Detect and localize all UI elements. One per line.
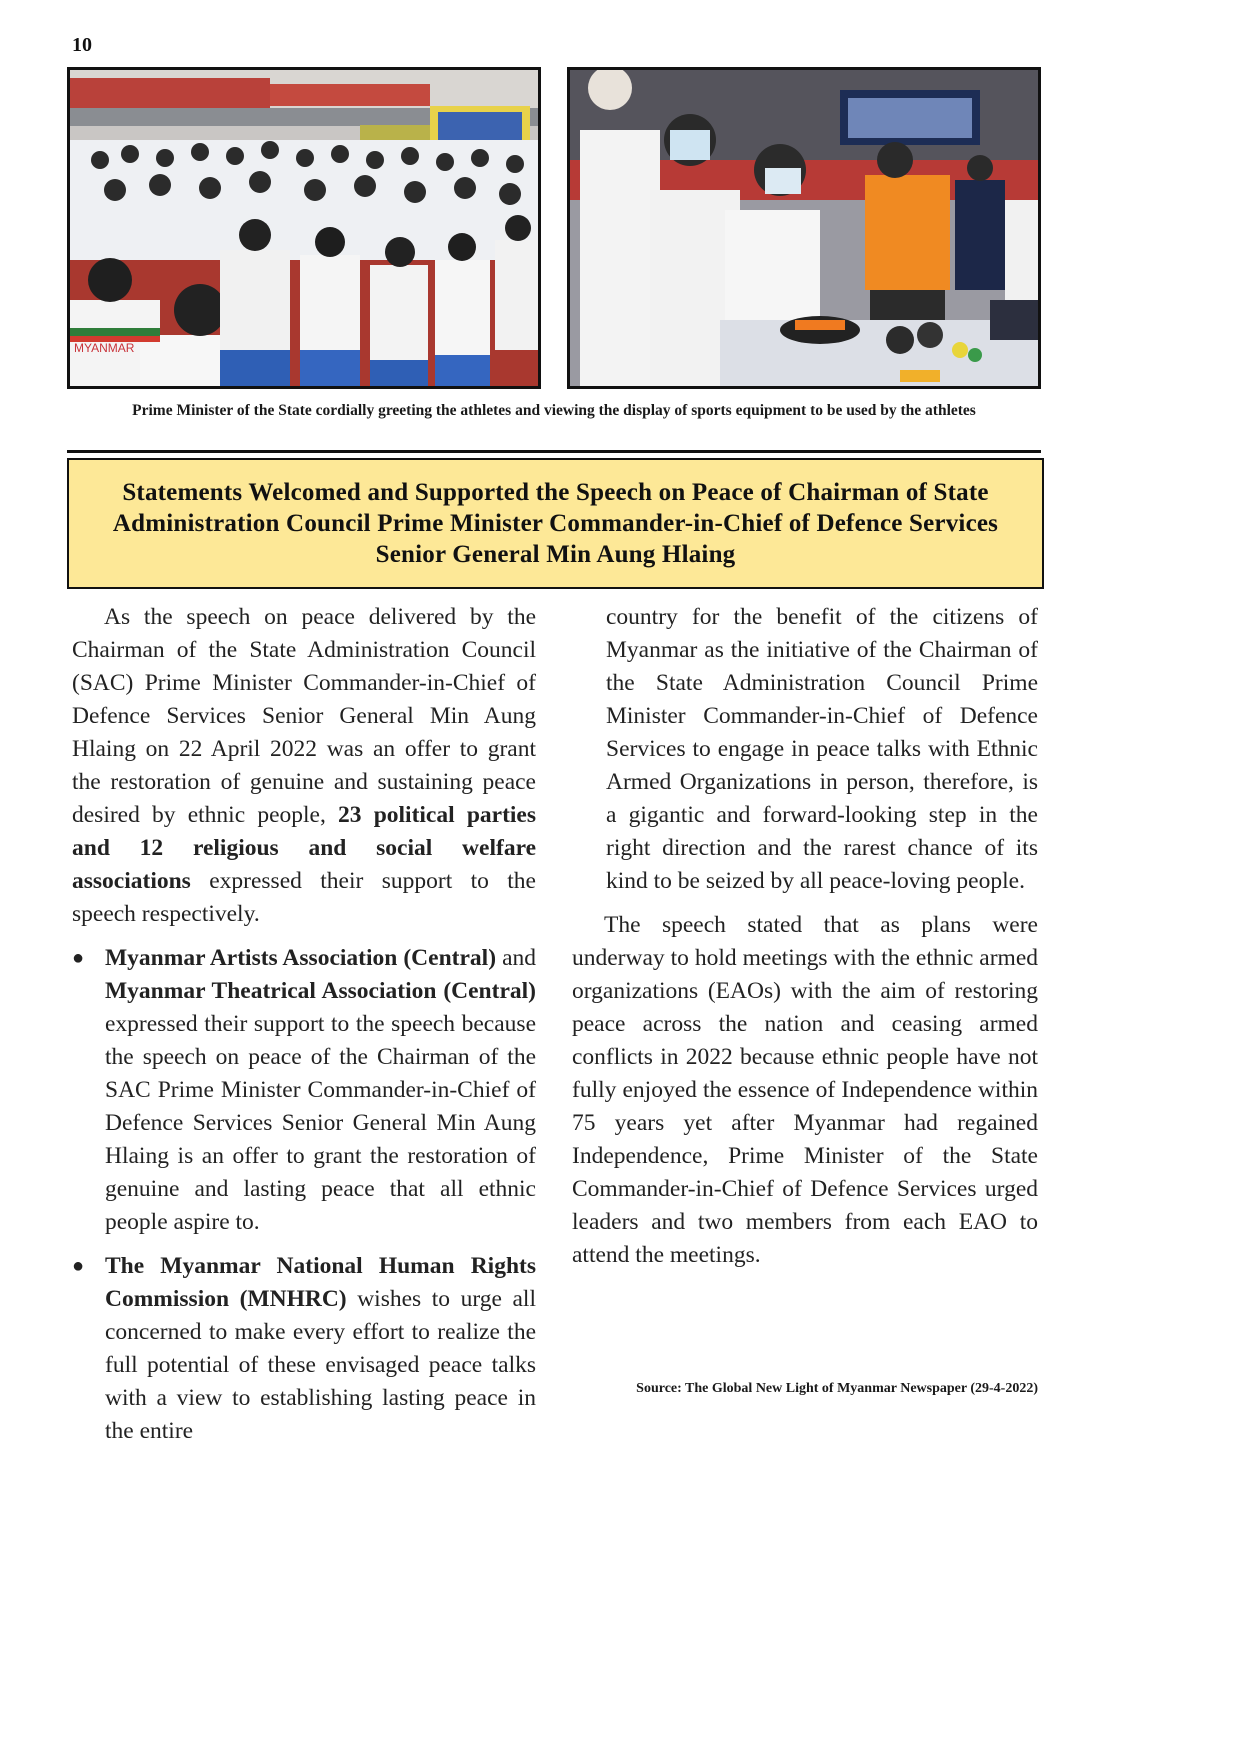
intro-text-1: As the speech on peace delivered by the Chairman of the State Administration Council (SAC) Prime Minister Commander-in-Chief of Defence Services Senior General Min Aung Hlaing on 22 April 2022 was an offer to grant the restoration of genuine and sustaining peace desired by ethnic people, <box>72 604 536 828</box>
source-credit: Source: The Global New Light of Myanmar Newspaper (29-4-2022) <box>636 1381 1038 1396</box>
bullet-2-text: wishes to urge all concerned to make every effort to realize the full potential of these envisaged peace talks with a view to establishing lasting peace in the entire <box>105 1286 536 1444</box>
statements-list <box>72 942 536 1448</box>
athletes-greeting-photo <box>67 67 541 389</box>
shirt-lettering: MYANMAR <box>74 341 135 355</box>
list-item <box>72 942 536 1239</box>
headline: Statements Welcomed and Supported the Speech on Peace of Chairman of State Administration Council Prime Minister Commander-in-Chief of Defence Services Senior General Min Aung Hlaing <box>112 479 999 568</box>
closing-paragraph: The speech stated that as plans were underway to hold meetings with the ethnic armed organizations (EAOs) with the aim of restoring peace across the nation and ceasing armed conflicts in 2022 because ethnic people have not fully enjoyed the essence of Independence within 75 years yet after Myanmar had regained Independence, Prime Minister of the State Commander-in-Chief of Defence Services urged leaders and two members from each EAO to attend the meetings. <box>572 912 1038 1268</box>
intro-text-2: expressed their support to the speech respectively. <box>72 868 536 927</box>
bullet-icon: ● <box>72 947 85 969</box>
intro-paragraph <box>72 601 536 931</box>
page-number: 10 <box>72 34 92 56</box>
headline-box <box>67 458 1044 589</box>
bullet-1-bold-1: Myanmar Artists Association (Central) <box>105 945 497 971</box>
article-column-left <box>72 601 536 1459</box>
divider-rule <box>67 450 1041 453</box>
intro-bold: 23 political parties and 12 religious and social welfare associations <box>72 802 536 894</box>
photo-caption: Prime Minister of the State cordially greeting the athletes and viewing the display of sports equipment to be used by the athletes <box>132 402 976 419</box>
equipment-display-photo <box>567 67 1041 389</box>
bullet-1-text-1: and <box>496 945 536 971</box>
article-column-right <box>572 601 1038 1283</box>
bullet-1-bold-2: Myanmar Theatrical Association (Central) <box>105 978 536 1004</box>
bullet-icon: ● <box>72 1255 85 1277</box>
bullet-1-text-2: expressed their support to the speech because the speech on peace of the Chairman of the SAC Prime Minister Commander-in-Chief of Defence Services Senior General Min Aung Hlaing is an offer to grant the restoration of genuine and lasting peace that all ethnic people aspire to. <box>105 1011 536 1235</box>
bullet-2-bold: The Myanmar National Human Rights Commission (MNHRC) <box>105 1253 536 1312</box>
bullet-2-continuation: country for the benefit of the citizens of Myanmar as the initiative of the Chairman of the State Administration Council Prime Minister Commander-in-Chief of Defence Services to engage in peace talks with Ethnic Armed Organizations in person, therefore, is a gigantic and forward-looking step in the right direction and the rarest chance of its kind to be seized by all peace-loving people. <box>606 604 1038 894</box>
list-item <box>72 1250 536 1448</box>
